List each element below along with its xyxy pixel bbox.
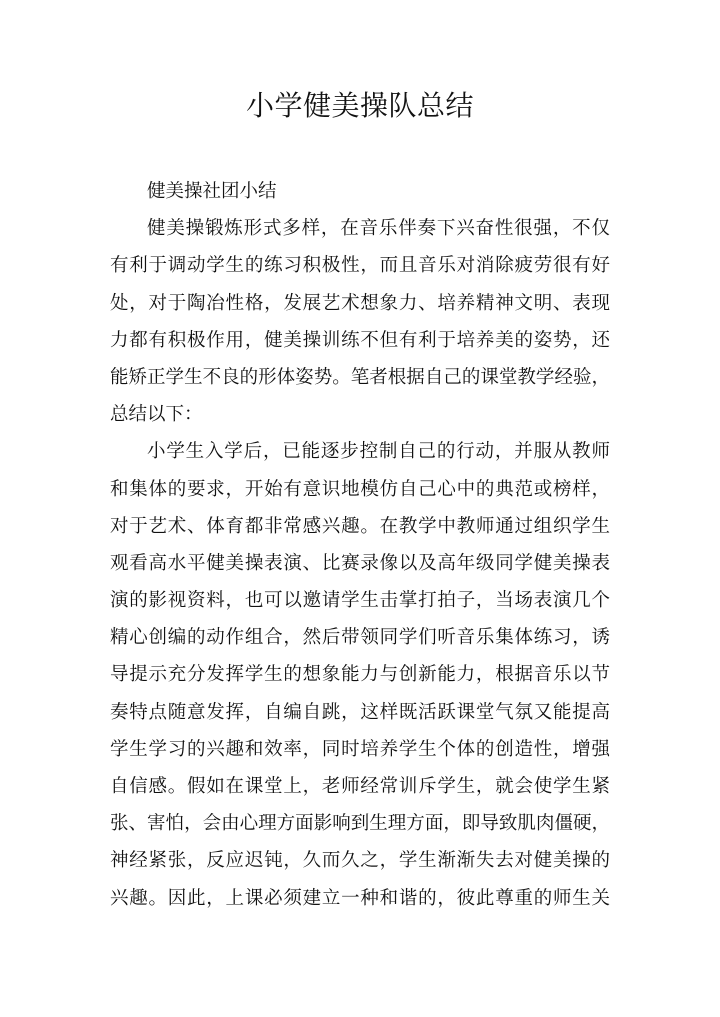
document-body: [110, 173, 610, 917]
paragraph-line: 力都有积极作用，健美操训练不但有利于培养美的姿势，还: [110, 329, 610, 351]
paragraph-line: 总结以下：: [110, 404, 203, 426]
document-title: 小学健美操队总结: [245, 89, 474, 122]
paragraph-line: 神经紧张，反应迟钝，久而久之，学生渐渐失去对健美操的: [110, 850, 610, 872]
paragraph-line: 张、害怕，会由心理方面影响到生理方面，即导致肌肉僵硬，: [110, 813, 610, 835]
paragraph-line: 自信感。假如在课堂上，老师经常训斥学生，就会使学生紧: [110, 776, 610, 797]
section-heading: 健美操社团小结: [147, 181, 277, 202]
paragraph-line: 和集体的要求，开始有意识地模仿自己心中的典范或榜样，: [110, 478, 610, 500]
paragraph-line: 对于艺术、体育都非常感兴趣。在教学中教师通过组织学生: [110, 515, 610, 537]
paragraph-line: 观看高水平健美操表演、比赛录像以及高年级同学健美操表: [110, 552, 610, 574]
paragraph-line: 导提示充分发挥学生的想象能力与创新能力，根据音乐以节: [110, 664, 610, 686]
paragraph-line: 有利于调动学生的练习积极性，而且音乐对消除疲劳很有好: [110, 255, 610, 277]
paragraph-line: 小学生入学后，已能逐步控制自己的行动，并服从教师: [147, 441, 610, 463]
paragraph-line: 兴趣。因此，上课必须建立一种和谐的，彼此尊重的师生关: [110, 887, 610, 909]
paragraph-line: 处，对于陶冶性格，发展艺术想象力、培养精神文明、表现: [110, 292, 610, 314]
paragraph-line: 健美操锻炼形式多样，在音乐伴奏下兴奋性很强，不仅: [147, 218, 610, 240]
paragraph-line: 能矫正学生不良的形体姿势。笔者根据自己的课堂教学经验，: [110, 366, 610, 388]
paragraph-line: 奏特点随意发挥，自编自跳，这样既活跃课堂气氛又能提高: [110, 701, 610, 723]
paragraph-line: 精心创编的动作组合，然后带领同学们听音乐集体练习，诱: [110, 627, 610, 649]
paragraph-line: 学生学习的兴趣和效率，同时培养学生个体的创造性，增强: [110, 738, 610, 760]
paragraph-line: 演的影视资料，也可以邀请学生击掌打拍子，当场表演几个: [110, 590, 610, 612]
